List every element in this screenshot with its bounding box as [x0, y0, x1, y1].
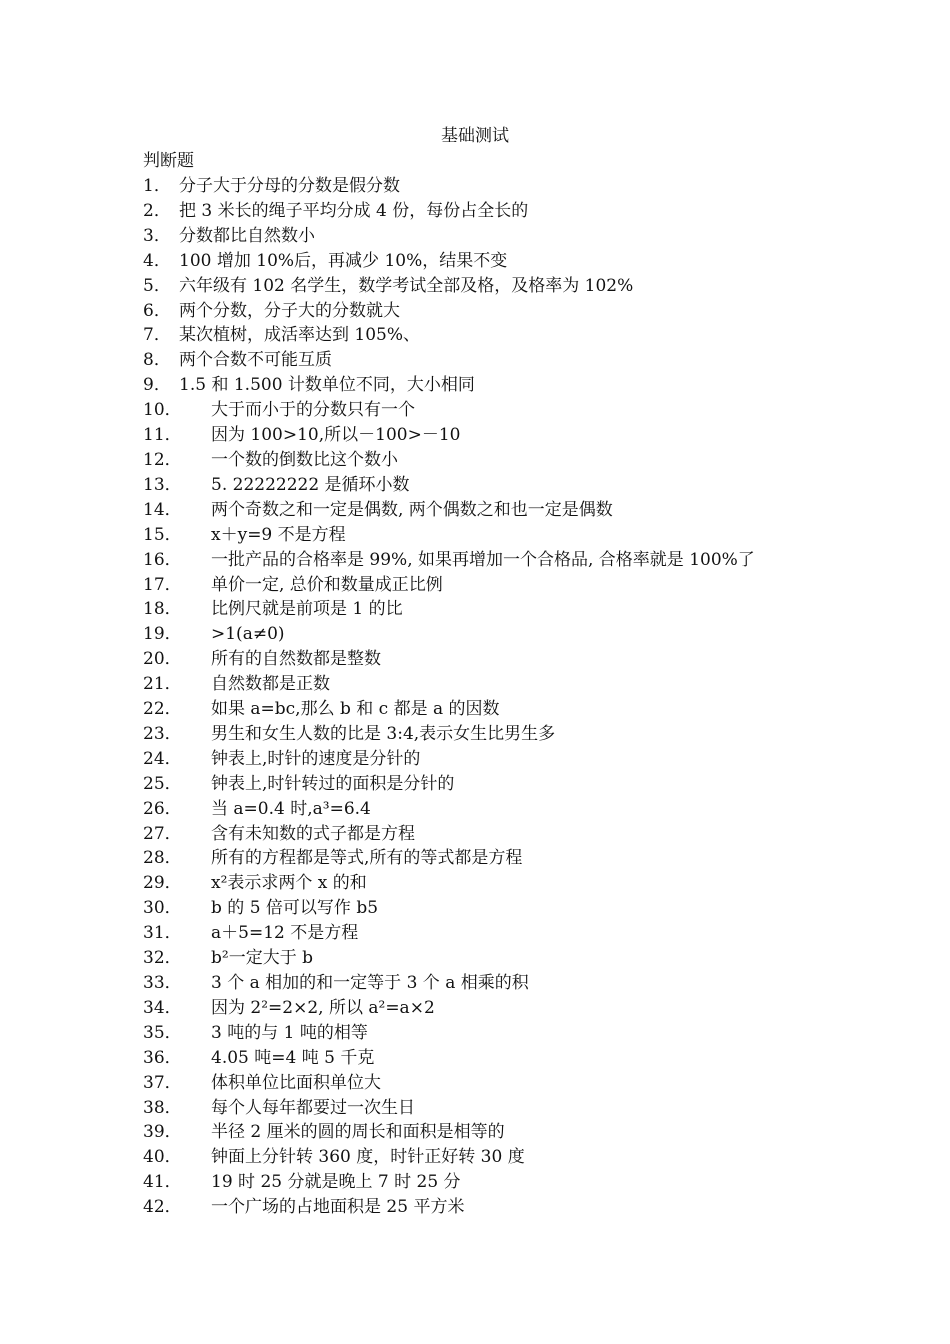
item-number: 1．	[143, 176, 171, 196]
list-item	[143, 274, 923, 299]
item-text: 每个人每年都要过一次生日	[211, 1097, 415, 1118]
list-item	[143, 1021, 923, 1046]
item-number: 37．	[143, 1072, 182, 1093]
item-number: 8．	[143, 350, 171, 371]
item-number: 28．	[143, 848, 182, 869]
list-item	[143, 797, 923, 822]
item-number: 10．	[143, 400, 182, 421]
list-item	[143, 423, 923, 448]
item-text: 分数都比自然数小	[179, 225, 315, 246]
item-number: 21．	[143, 674, 182, 695]
item-number: 2．	[143, 200, 171, 221]
item-text: 钟表上,时针的速度是分针的	[211, 748, 421, 769]
item-number: 5．	[143, 275, 171, 296]
item-text: 把 3 米长的绳子平均分成 4 份，每份占全长的	[179, 200, 529, 221]
item-text: 当 a=0.4 时,a³=6.4	[211, 798, 371, 819]
item-number: 31．	[143, 923, 182, 944]
item-number: 23．	[143, 723, 182, 744]
item-number: 17．	[143, 574, 182, 595]
list-item	[143, 398, 923, 423]
list-item	[143, 448, 923, 473]
item-text: 六年级有 102 名学生，数学考试全部及格，及格率为 102%	[179, 275, 634, 296]
item-number: 27．	[143, 823, 182, 844]
list-item	[143, 871, 923, 896]
list-item	[143, 498, 923, 523]
list-item	[143, 548, 923, 573]
item-text: 如果 a=bc,那么 b 和 c 都是 a 的因数	[211, 699, 500, 720]
item-text: 因为 100>10,所以－100>－10	[211, 425, 461, 446]
item-number: 14．	[143, 499, 182, 520]
item-text: 某次植树，成活率达到 105%、	[179, 325, 421, 346]
item-text: 体积单位比面积单位大	[211, 1072, 381, 1093]
list-item	[143, 622, 923, 647]
list-item	[143, 722, 923, 747]
list-item	[143, 846, 923, 871]
item-text: 所有的自然数都是整数	[211, 649, 381, 670]
item-number: 42．	[143, 1197, 182, 1218]
item-text: a＋5=12 不是方程	[211, 923, 359, 944]
item-number: 24．	[143, 748, 182, 769]
list-item	[143, 523, 923, 548]
item-number: 35．	[143, 1022, 182, 1043]
list-item	[143, 896, 923, 921]
item-text: 分子大于分母的分数是假分数	[179, 176, 400, 196]
item-number: 3．	[143, 225, 171, 246]
list-item	[143, 174, 923, 199]
list-item	[143, 373, 923, 398]
item-number: 9．	[143, 375, 171, 396]
item-text: 5. 22222222 是循环小数	[211, 474, 410, 495]
item-number: 22．	[143, 699, 182, 720]
item-text: 4.05 吨=4 吨 5 千克	[211, 1047, 375, 1068]
item-text: 一批产品的合格率是 99%, 如果再增加一个合格品, 合格率就是 100%了	[211, 549, 755, 570]
item-number: 30．	[143, 898, 182, 919]
list-item	[143, 772, 923, 797]
item-number: 34．	[143, 997, 182, 1018]
item-text: 男生和女生人数的比是 3:4,表示女生比男生多	[211, 723, 556, 744]
item-number: 32．	[143, 948, 182, 969]
item-number: 25．	[143, 773, 182, 794]
item-text: >1(a≠0)	[211, 624, 285, 645]
item-number: 12．	[143, 449, 182, 470]
list-item	[143, 1145, 923, 1170]
list-item	[143, 224, 923, 249]
question-list	[143, 174, 923, 1220]
list-item	[143, 697, 923, 722]
item-number: 4．	[143, 250, 171, 271]
item-number: 18．	[143, 599, 182, 620]
list-item	[143, 348, 923, 373]
list-item	[143, 573, 923, 598]
item-number: 36．	[143, 1047, 182, 1068]
item-text: 3 个 a 相加的和一定等于 3 个 a 相乘的积	[211, 973, 529, 993]
item-text: 两个合数不可能互质	[179, 350, 332, 371]
list-item	[143, 1120, 923, 1145]
list-item	[143, 1096, 923, 1121]
list-item	[143, 921, 923, 946]
item-text: 1.5 和 1.500 计数单位不同，大小相同	[179, 375, 475, 396]
list-item	[143, 996, 923, 1021]
item-text: 19 时 25 分就是晚上 7 时 25 分	[211, 1172, 461, 1193]
list-item	[143, 647, 923, 672]
item-number: 38．	[143, 1097, 182, 1118]
list-item	[143, 199, 923, 224]
item-text: 两个分数，分子大的分数就大	[179, 300, 400, 321]
item-text: 因为 2²=2×2, 所以 a²=a×2	[211, 997, 435, 1018]
item-text: b 的 5 倍可以写作 b5	[211, 898, 379, 919]
list-item	[143, 1071, 923, 1096]
list-item	[143, 249, 923, 274]
item-number: 6．	[143, 300, 171, 321]
list-item	[143, 1170, 923, 1195]
item-number: 16．	[143, 549, 182, 570]
list-item	[143, 473, 923, 498]
item-number: 29．	[143, 873, 182, 894]
list-item	[143, 1046, 923, 1071]
list-item	[143, 672, 923, 697]
item-text: 大于而小于的分数只有一个	[211, 400, 415, 421]
item-text: x²表示求两个 x 的和	[211, 873, 367, 894]
item-text: 单价一定, 总价和数量成正比例	[211, 574, 443, 595]
item-number: 26．	[143, 798, 182, 819]
document-title: 基础测试	[441, 126, 509, 146]
list-item	[143, 747, 923, 772]
list-item	[143, 971, 923, 996]
item-text: 钟表上,时针转过的面积是分针的	[211, 773, 455, 794]
list-item	[143, 299, 923, 324]
item-number: 15．	[143, 524, 182, 545]
item-number: 13．	[143, 474, 182, 495]
item-text: 自然数都是正数	[211, 674, 330, 695]
item-number: 19．	[143, 624, 182, 645]
item-text: 一个广场的占地面积是 25 平方米	[211, 1197, 465, 1218]
section-heading: 判断题	[143, 151, 194, 171]
list-item	[143, 597, 923, 622]
item-text: x＋y=9 不是方程	[211, 524, 346, 545]
item-number: 11．	[143, 425, 182, 446]
item-text: b²一定大于 b	[211, 948, 313, 969]
item-text: 100 增加 10%后，再减少 10%，结果不变	[179, 250, 508, 271]
item-text: 半径 2 厘米的圆的周长和面积是相等的	[211, 1122, 505, 1143]
item-number: 40．	[143, 1147, 182, 1168]
list-item	[143, 323, 923, 348]
list-item	[143, 946, 923, 971]
list-item	[143, 822, 923, 847]
item-number: 39．	[143, 1122, 182, 1143]
item-text: 含有未知数的式子都是方程	[211, 823, 415, 844]
item-number: 20．	[143, 649, 182, 670]
item-text: 钟面上分针转 360 度，时针正好转 30 度	[211, 1147, 525, 1168]
item-number: 41．	[143, 1172, 182, 1193]
item-text: 两个奇数之和一定是偶数, 两个偶数之和也一定是偶数	[211, 499, 613, 520]
item-text: 所有的方程都是等式,所有的等式都是方程	[211, 848, 523, 869]
item-text: 比例尺就是前项是 1 的比	[211, 599, 403, 620]
item-text: 一个数的倒数比这个数小	[211, 449, 398, 470]
item-number: 7．	[143, 325, 171, 346]
item-number: 33．	[143, 973, 182, 993]
item-text: 3 吨的与 1 吨的相等	[211, 1022, 368, 1043]
list-item	[143, 1195, 923, 1220]
